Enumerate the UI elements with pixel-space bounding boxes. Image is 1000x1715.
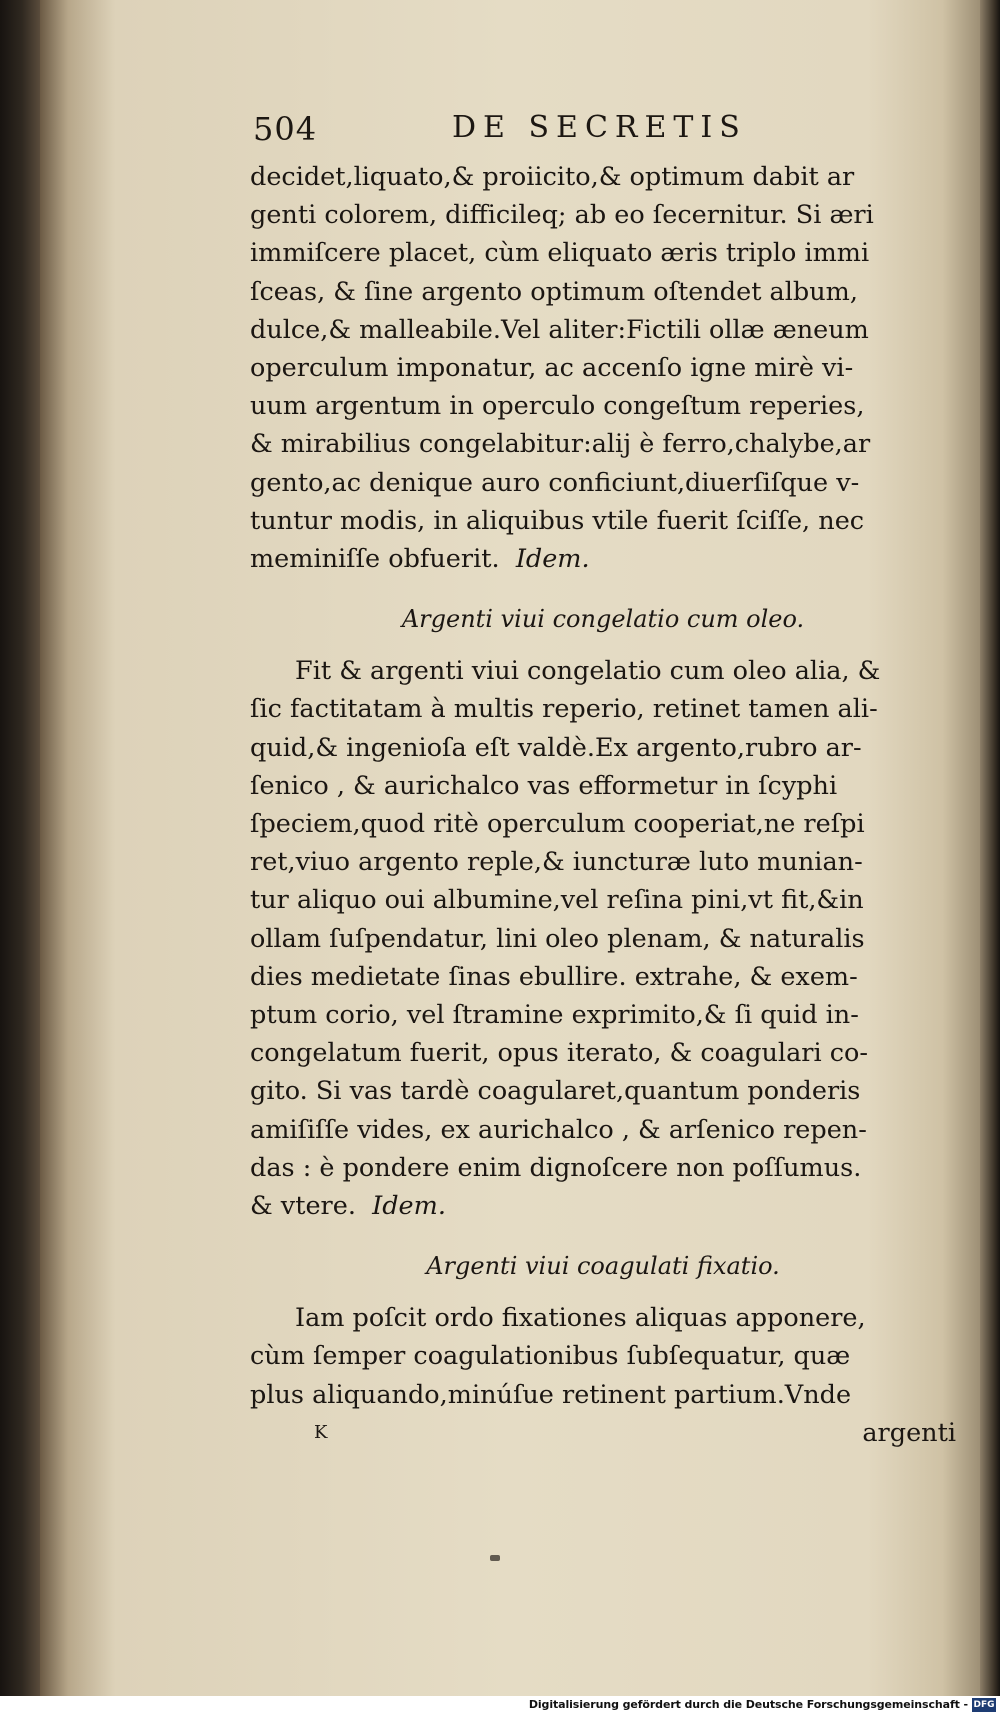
text-line: gento,ac denique auro conficiunt,diuerſiſque v- bbox=[250, 467, 860, 498]
source-reference: Idem. bbox=[372, 1190, 446, 1221]
text-line: quid,& ingenioſa eſt valdè.Ex argento,rubro ar- bbox=[250, 732, 862, 763]
text-line: tuntur modis, in aliquibus vtile fuerit ſciſſe, nec bbox=[250, 505, 865, 536]
text-line: ſpeciem,quod ritè operculum cooperiat,ne reſpi bbox=[250, 809, 865, 839]
text-line: Fit & argenti viui congelatio cum oleo alia, & bbox=[295, 656, 881, 687]
digitization-credit: Digitalisierung gefördert durch die Deutsche Forschungsgemeinschaft - bbox=[528, 1698, 968, 1711]
text-line: dies medietate ſinas ebullire. extrahe, & exem- bbox=[250, 961, 858, 992]
text-span: meminiſſe obfuerit. bbox=[250, 543, 500, 574]
text-line: congelatum fuerit, opus iterato, & coagulari co- bbox=[250, 1038, 868, 1069]
text-line: genti colorem, difficileq; ab eo ſecernitur. Si æri bbox=[250, 200, 874, 231]
text-line: ret,viuo argento reple,& iuncturæ luto munian- bbox=[250, 847, 863, 878]
section-title: Argenti viui congelatio cum oleo. bbox=[401, 605, 805, 634]
text-line: Iam poſcit ordo fixationes aliquas apponere, bbox=[295, 1303, 866, 1334]
text-line bbox=[250, 1187, 956, 1225]
text-line: & mirabilius congelabitur:alij è ferro,chalybe,ar bbox=[250, 429, 871, 460]
text-line: ollam ſuſpendatur, lini oleo plenam, & naturalis bbox=[250, 923, 865, 954]
source-reference: Idem. bbox=[515, 543, 590, 574]
text-line: plus aliquando,minúſue retinent partium.Vnde bbox=[250, 1379, 852, 1410]
text-block bbox=[250, 158, 956, 1452]
text-line: cùm ſemper coagulationibus ſubſequatur, quæ bbox=[250, 1341, 851, 1372]
text-line: ptum corio, vel ſtramine exprimito,& ſi quid in- bbox=[250, 999, 859, 1030]
text-line: uum argentum in operculo congeſtum reperies, bbox=[250, 391, 865, 422]
page-fore-edge bbox=[980, 0, 1000, 1700]
running-title: DE SECRETIS bbox=[452, 110, 747, 145]
text-line: gito. Si vas tardè coagularet,quantum ponderis bbox=[250, 1076, 861, 1107]
catchword-line bbox=[250, 1414, 956, 1452]
text-line: tur aliquo oui albumine,vel reſina pini,vt fit,&in bbox=[250, 885, 864, 916]
book-binding-edge bbox=[0, 0, 40, 1715]
running-head bbox=[0, 110, 1000, 152]
text-span: & vtere. bbox=[250, 1190, 356, 1221]
text-line: ſic factitatam à multis reperio, retinet tamen ali- bbox=[250, 694, 878, 725]
text-line: dulce,& malleabile.Vel aliter:Fictili ollæ æneum bbox=[250, 314, 869, 345]
text-line: amiſiſſe vides, ex aurichalco , & arſenico repen- bbox=[250, 1114, 867, 1145]
text-line bbox=[250, 540, 956, 578]
page-number: 504 bbox=[253, 110, 318, 148]
section-title: Argenti viui coagulati fixatio. bbox=[426, 1252, 780, 1281]
catchword: argenti bbox=[862, 1417, 956, 1448]
text-line: ſceas, & ſine argento optimum oſtendet album, bbox=[250, 276, 858, 307]
ink-mark bbox=[490, 1555, 500, 1561]
text-line: ſenico , & aurichalco vas efformetur in ſcyphi bbox=[250, 770, 838, 801]
text-line: operculum imponatur, ac accenſo igne mirè vi- bbox=[250, 352, 854, 383]
dfg-logo: DFG bbox=[973, 1700, 995, 1710]
text-line: immiſcere placet, cùm eliquato æris triplo immi bbox=[250, 238, 870, 269]
signature-mark: K bbox=[314, 1421, 328, 1443]
text-line: decidet,liquato,& proiicito,& optimum dabit ar bbox=[250, 162, 855, 192]
text-line: das : è pondere enim dignoſcere non poſſumus. bbox=[250, 1152, 862, 1183]
